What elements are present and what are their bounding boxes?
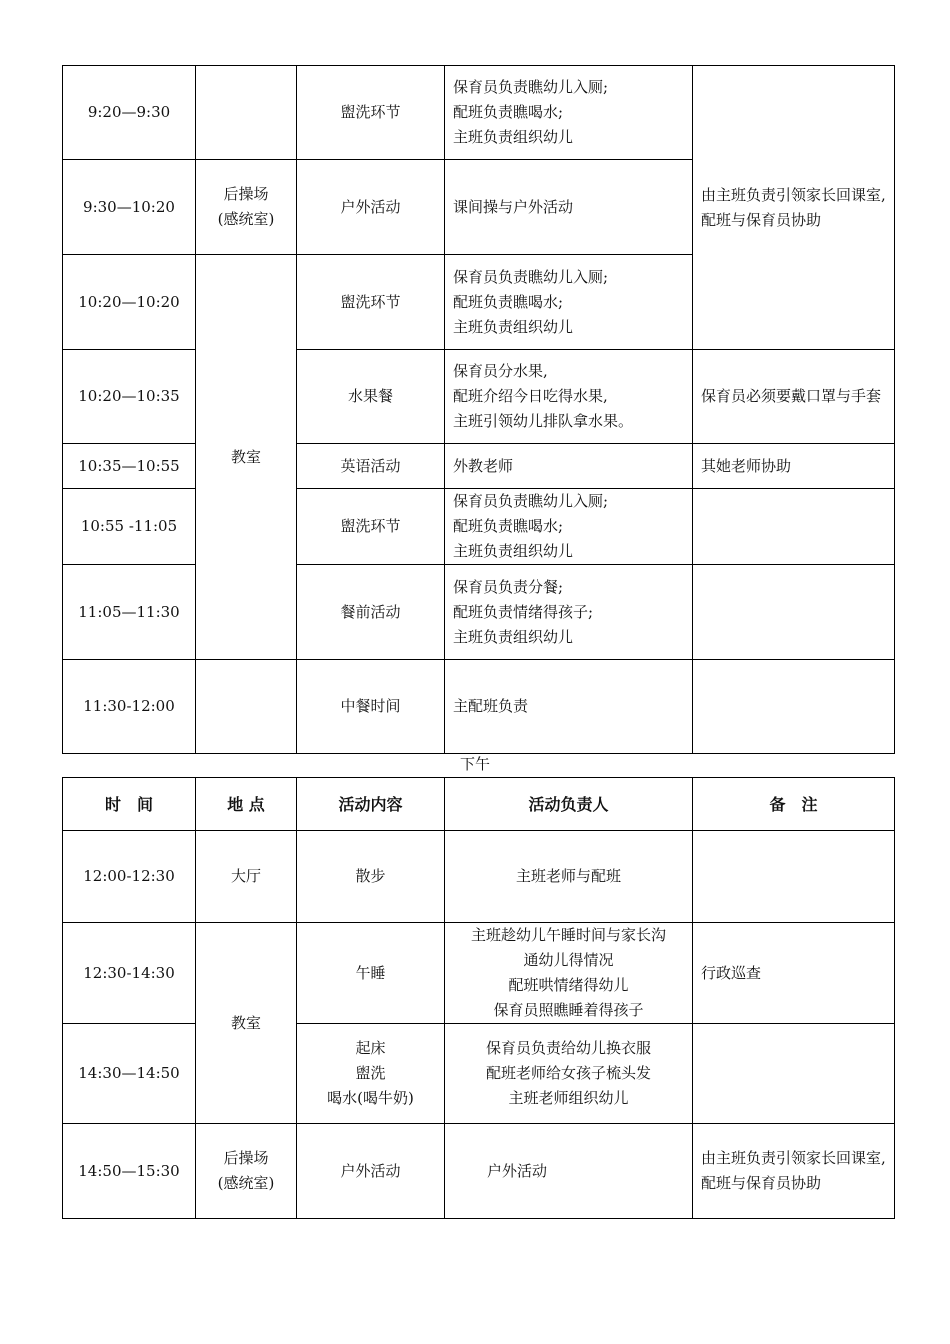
time-cell: 11:05—11:30 xyxy=(63,565,196,660)
place-cell xyxy=(196,660,297,754)
activity-cell: 中餐时间 xyxy=(297,660,445,754)
table-row xyxy=(63,350,895,444)
person-cell: 保育员负责给幼儿换衣服 配班老师给女孩子梳头发 主班老师组织幼儿 xyxy=(445,1024,693,1124)
note-cell xyxy=(693,1024,895,1124)
place-cell xyxy=(196,66,297,160)
time-cell: 10:35—10:55 xyxy=(63,444,196,489)
time-cell: 14:30—14:50 xyxy=(63,1024,196,1124)
activity-cell: 户外活动 xyxy=(297,1124,445,1219)
note-cell: 由主班负责引领家长回课室,配班与保育员协助 xyxy=(693,1124,895,1219)
person-cell: 保育员分水果, 配班介绍今日吃得水果, 主班引领幼儿排队拿水果。 xyxy=(445,350,693,444)
header-person: 活动负责人 xyxy=(445,778,693,831)
table-row xyxy=(63,1024,895,1124)
person-cell: 主班老师与配班 xyxy=(445,831,693,923)
table-row xyxy=(63,66,895,160)
note-cell xyxy=(693,831,895,923)
header-time: 时 间 xyxy=(63,778,196,831)
note-cell: 由主班负责引领家长回课室,配班与保育员协助 xyxy=(693,66,895,350)
activity-cell: 散步 xyxy=(297,831,445,923)
place-cell: 大厅 xyxy=(196,831,297,923)
place-cell: 后操场 (感统室) xyxy=(196,160,297,255)
header-note: 备 注 xyxy=(693,778,895,831)
activity-cell: 水果餐 xyxy=(297,350,445,444)
activity-cell: 盥洗环节 xyxy=(297,255,445,350)
note-cell: 行政巡查 xyxy=(693,923,895,1024)
table-row xyxy=(63,923,895,1024)
time-cell: 12:00-12:30 xyxy=(63,831,196,923)
table-row xyxy=(63,1124,895,1219)
header-activity: 活动内容 xyxy=(297,778,445,831)
time-cell: 12:30-14:30 xyxy=(63,923,196,1024)
person-cell: 课间操与户外活动 xyxy=(445,160,693,255)
activity-cell: 户外活动 xyxy=(297,160,445,255)
header-place: 地 点 xyxy=(196,778,297,831)
time-cell: 10:20—10:20 xyxy=(63,255,196,350)
morning-schedule-table xyxy=(62,65,895,754)
time-cell: 11:30-12:00 xyxy=(63,660,196,754)
person-cell: 保育员负责分餐; 配班负责情绪得孩子; 主班负责组织幼儿 xyxy=(445,565,693,660)
person-cell: 外教老师 xyxy=(445,444,693,489)
activity-cell: 餐前活动 xyxy=(297,565,445,660)
activity-cell: 英语活动 xyxy=(297,444,445,489)
table-row xyxy=(63,489,895,565)
activity-cell: 盥洗环节 xyxy=(297,489,445,565)
person-cell: 户外活动 xyxy=(445,1124,693,1219)
note-cell: 保育员必须要戴口罩与手套 xyxy=(693,350,895,444)
table-row xyxy=(63,660,895,754)
table-header-row xyxy=(63,778,895,831)
note-cell xyxy=(693,565,895,660)
table-row xyxy=(63,565,895,660)
note-cell xyxy=(693,489,895,565)
activity-cell: 午睡 xyxy=(297,923,445,1024)
time-cell: 10:55 -11:05 xyxy=(63,489,196,565)
person-cell: 保育员负责瞧幼儿入厕; 配班负责瞧喝水; 主班负责组织幼儿 xyxy=(445,489,693,565)
table-row xyxy=(63,831,895,923)
place-cell: 后操场 (感统室) xyxy=(196,1124,297,1219)
note-cell xyxy=(693,660,895,754)
person-cell: 保育员负责瞧幼儿入厕; 配班负责瞧喝水; 主班负责组织幼儿 xyxy=(445,255,693,350)
activity-cell: 起床 盥洗 喝水(喝牛奶) xyxy=(297,1024,445,1124)
place-cell: 教室 xyxy=(196,923,297,1124)
afternoon-section-caption: 下午 xyxy=(459,755,490,773)
person-cell: 主配班负责 xyxy=(445,660,693,754)
note-cell: 其她老师协助 xyxy=(693,444,895,489)
time-cell: 14:50—15:30 xyxy=(63,1124,196,1219)
person-cell: 主班趁幼儿午睡时间与家长沟 通幼儿得情况 配班哄情绪得幼儿 保育员照瞧睡着得孩子 xyxy=(445,923,693,1024)
afternoon-schedule-table xyxy=(62,777,895,1219)
activity-cell: 盥洗环节 xyxy=(297,66,445,160)
person-cell: 保育员负责瞧幼儿入厕; 配班负责瞧喝水; 主班负责组织幼儿 xyxy=(445,66,693,160)
time-cell: 9:30—10:20 xyxy=(63,160,196,255)
time-cell: 9:20—9:30 xyxy=(63,66,196,160)
place-cell: 教室 xyxy=(196,255,297,660)
table-row xyxy=(63,444,895,489)
time-cell: 10:20—10:35 xyxy=(63,350,196,444)
